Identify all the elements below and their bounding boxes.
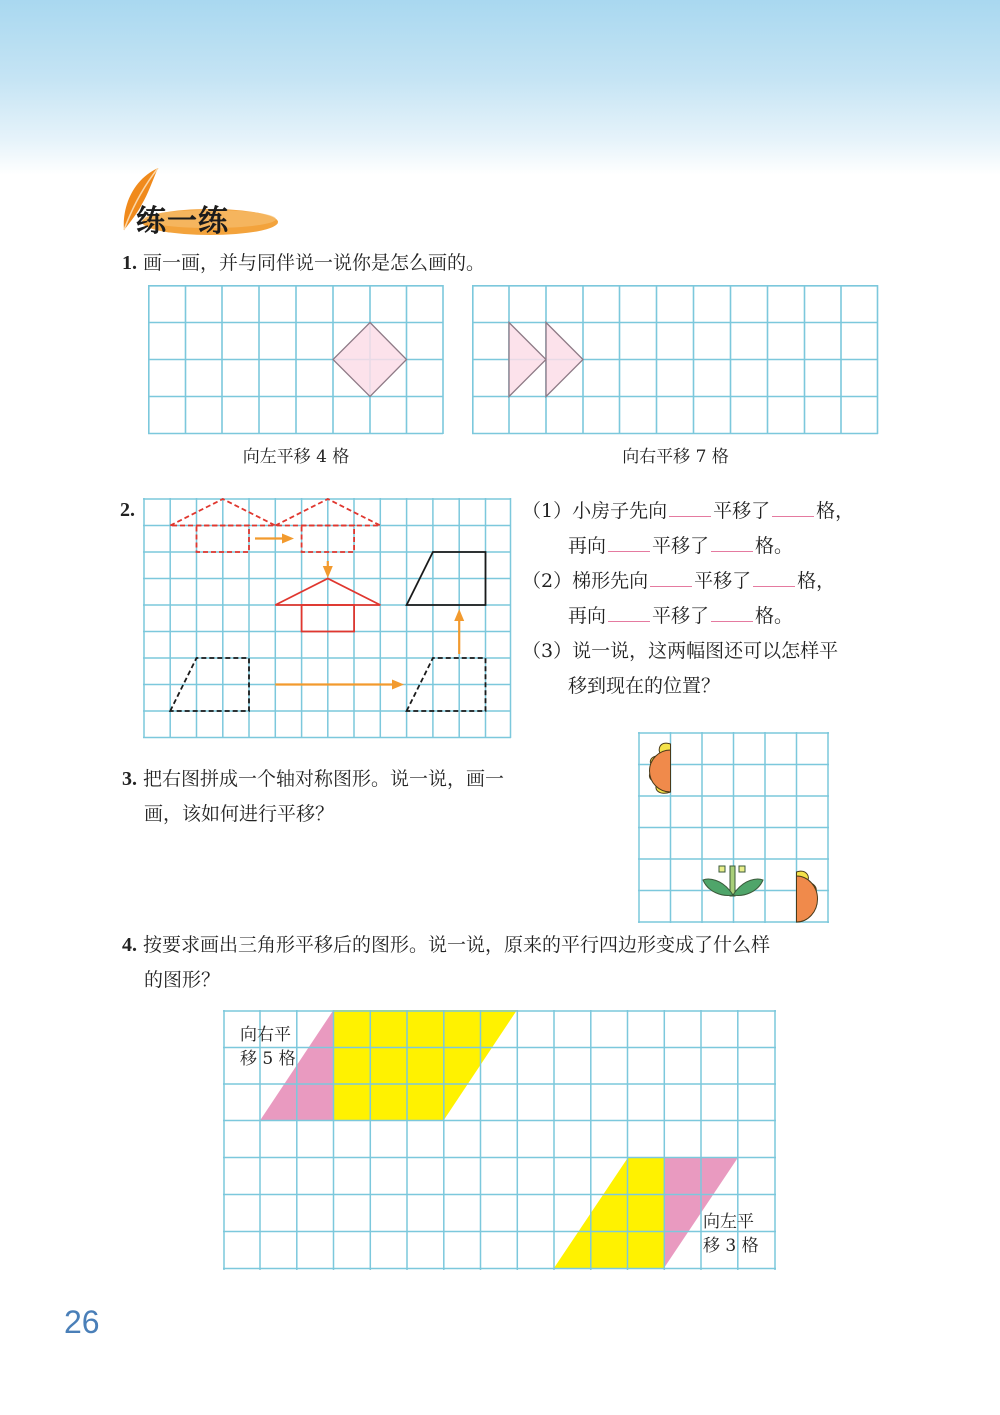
answer-blank[interactable] (772, 496, 814, 517)
question-2-number: 2. (120, 499, 135, 521)
grid-triangles (472, 285, 879, 435)
yellow-shape-top (334, 1010, 518, 1121)
question-2-subquestions (522, 494, 892, 704)
question-3-prompt: 3. 把右图拼成一个轴对称图形。说一说，画一 画，该如何进行平移？ (122, 768, 505, 825)
answer-blank[interactable] (711, 601, 753, 622)
caption-left-4: 向左平移 4 格 (242, 447, 350, 467)
subq-3-line2: 移到现在的位置？ (568, 675, 721, 697)
arrow-up-icon (454, 609, 464, 621)
subq-1-line1: （1）小房子先向 平移了 格， (522, 494, 892, 529)
answer-blank[interactable] (753, 566, 795, 587)
arrow-right-icon (282, 534, 294, 544)
diamond-shape (333, 323, 407, 397)
question-text: 画一画，并与同伴说一说你是怎么画的。 (143, 252, 486, 274)
caption-right-7: 向右平移 7 格 (622, 447, 729, 467)
grid-sunflower (638, 732, 830, 924)
answer-blank[interactable] (608, 601, 650, 622)
subq-1-line2: 再向 平移了 格。 (522, 529, 892, 564)
question-number: 1. (122, 252, 137, 274)
triangle-shape-1 (509, 323, 546, 397)
header-gradient-band (0, 0, 1000, 175)
page-number: 26 (64, 1304, 100, 1340)
answer-blank[interactable] (608, 531, 650, 552)
grid-parallelograms (223, 1010, 777, 1272)
grid-house-trapezoid (143, 498, 513, 740)
half-flower-bottom-right (797, 871, 818, 922)
subq-3-line1: （3）说一说，这两幅图还可以怎样平 (522, 640, 839, 662)
subq-2-line2: 再向 平移了 格。 (522, 599, 892, 634)
answer-blank[interactable] (650, 566, 692, 587)
label-left-3: 向左平 移 3 格 (703, 1212, 759, 1256)
grid-diamond (148, 285, 444, 435)
section-title-badge (112, 168, 282, 243)
label-right-5: 向右平 移 5 格 (240, 1025, 296, 1069)
triangle-shape-2 (546, 323, 583, 397)
subq-2-line1: （2）梯形先向 平移了 格， (522, 564, 892, 599)
question-4-prompt: 4. 按要求画出三角形平移后的图形。说一说，原来的平行四边形变成了什么样 的图形？ (122, 934, 771, 991)
question-1-prompt (122, 246, 485, 281)
question-number: 3. (122, 768, 137, 790)
section-title: 练一练 (136, 204, 229, 239)
arrow-right-long-icon (392, 680, 404, 690)
arrow-down-icon (323, 566, 333, 578)
answer-blank[interactable] (711, 531, 753, 552)
question-number: 4. (122, 934, 137, 956)
yellow-shape-bottom (554, 1158, 664, 1269)
half-flower-top-left (649, 743, 670, 793)
answer-blank[interactable] (669, 496, 711, 517)
stem-with-leaves (703, 866, 763, 896)
